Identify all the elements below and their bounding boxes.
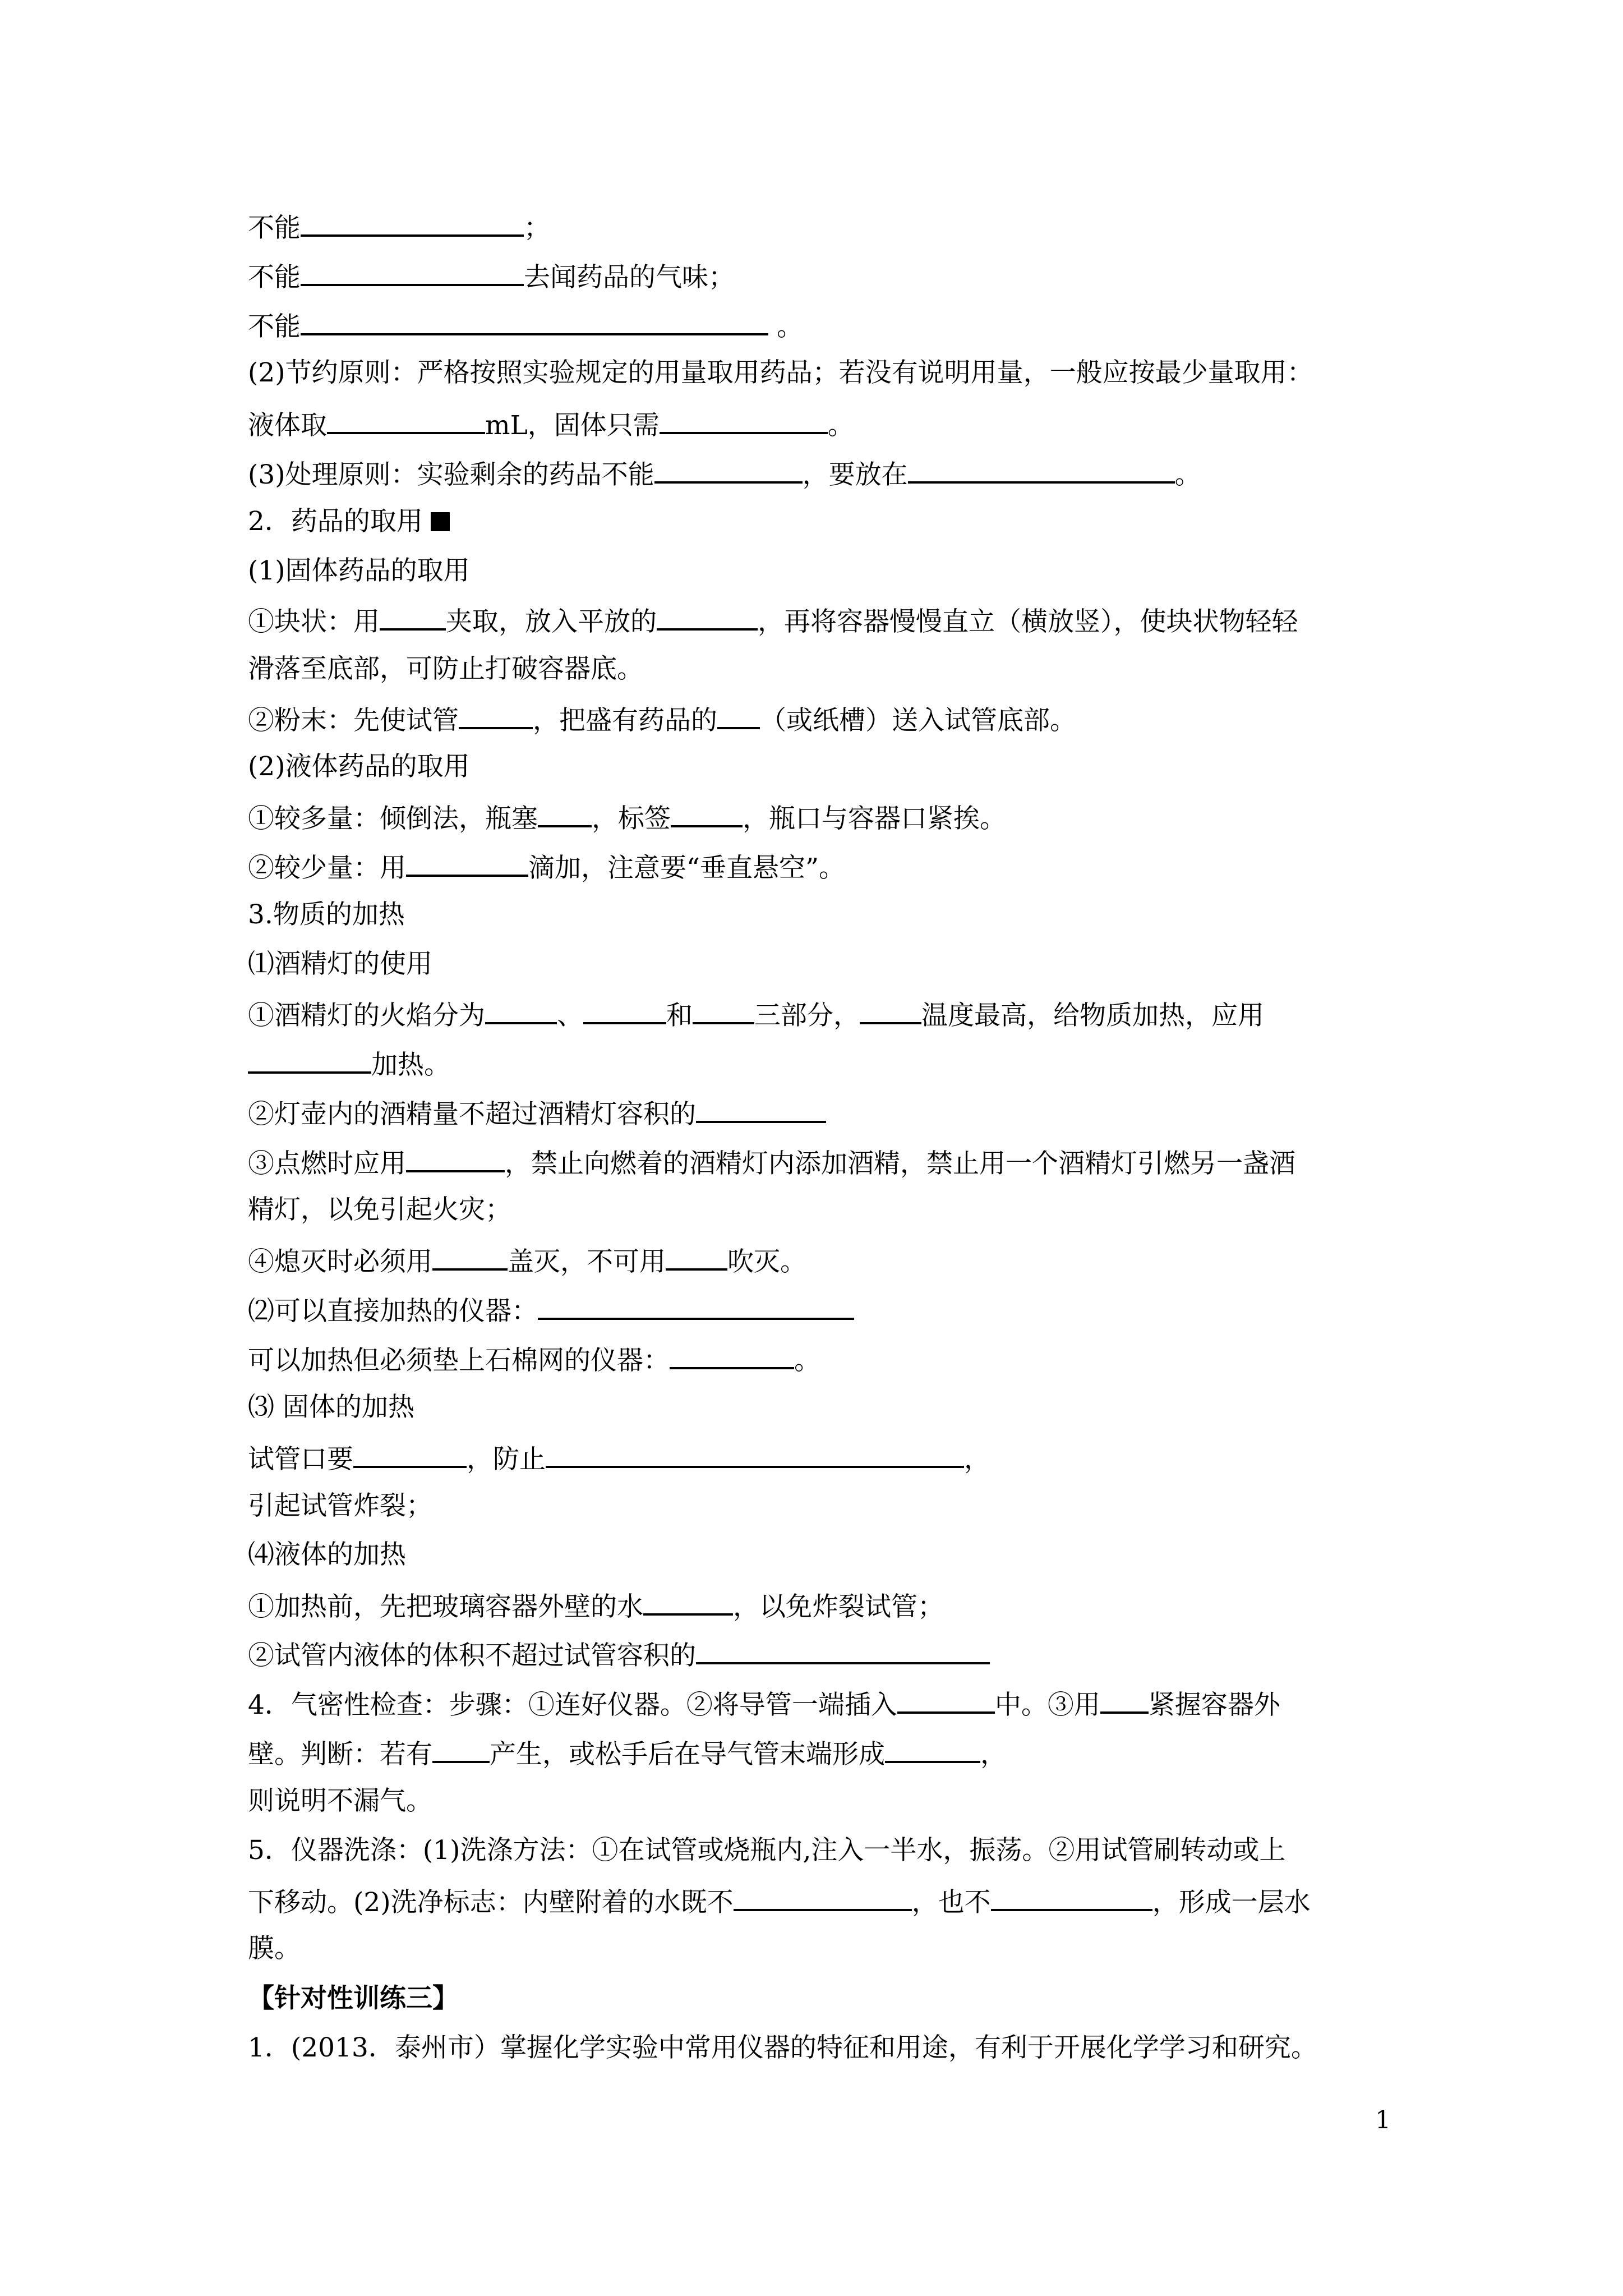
text-segment: 盖灭，不可用 [508, 1246, 666, 1277]
text-segment: 【针对性训练三】 [248, 1983, 459, 2014]
text-line [248, 1095, 826, 1131]
text-segment: ①块状：用 [248, 606, 380, 637]
text-segment: ①加热前，先把玻璃容器外壁的水 [248, 1591, 643, 1622]
fill-in-blank[interactable] [380, 602, 446, 631]
text-segment: 引起试管炸裂； [248, 1490, 432, 1521]
fill-in-blank[interactable] [546, 1440, 964, 1468]
text-segment: 去闻药品的气味； [524, 262, 735, 293]
text-segment: ， [964, 1444, 990, 1475]
text-segment: 。 [1174, 459, 1201, 490]
text-segment: ，再将容器慢慢直立（横放竖），使块状物轻轻 [758, 606, 1298, 637]
text-segment: 温度最高，给物质加热，应用 [921, 1000, 1264, 1031]
fill-in-blank[interactable] [327, 406, 485, 434]
fill-in-blank[interactable] [248, 1046, 371, 1074]
text-segment: （或纸槽）送入试管底部。 [760, 705, 1076, 736]
text-segment: 1．(2013．泰州市）掌握化学实验中常用仪器的特征和用途，有利于开展化学学习和研究。 [248, 2032, 1317, 2063]
fill-in-blank[interactable] [1100, 1686, 1149, 1714]
text-segment: 三部分， [754, 1000, 860, 1031]
fill-in-blank[interactable] [654, 455, 803, 484]
text-segment: 4．气密性检查：步骤：①连好仪器。②将导管一端插入 [248, 1690, 897, 1720]
text-line [248, 750, 470, 784]
text-segment: 精灯，以免引起火灾； [248, 1194, 511, 1225]
text-line [248, 1834, 1285, 1867]
text-segment: ②灯壶内的酒精量不超过酒精灯容积的 [248, 1099, 696, 1130]
text-segment: 不能 [248, 311, 301, 342]
text-segment: ②较少量：用 [248, 853, 406, 884]
text-segment: ，要放在 [802, 459, 908, 490]
text-line [248, 1686, 1280, 1722]
text-line [248, 1243, 806, 1279]
page-number: 1 [1375, 2106, 1391, 2134]
text-segment: (1)固体药品的取用 [248, 555, 470, 586]
text-segment: ⑷液体的加热 [248, 1539, 406, 1570]
text-line [248, 1883, 1311, 1920]
fill-in-blank[interactable] [696, 1095, 826, 1123]
text-segment: ， [980, 1739, 1007, 1770]
fill-in-blank[interactable] [538, 1292, 854, 1320]
fill-in-blank[interactable] [660, 406, 828, 434]
text-segment: 。 [768, 311, 803, 342]
text-line [248, 406, 854, 443]
text-segment: (3)处理原则：实验剩余的药品不能 [248, 459, 654, 490]
text-segment: ，形成一层水 [1152, 1887, 1311, 1918]
text-line [248, 799, 1006, 836]
fill-in-blank[interactable] [643, 1588, 733, 1616]
fill-in-blank[interactable] [991, 1883, 1152, 1911]
text-line [248, 1735, 1007, 1772]
text-segment: 下移动。(2)洗净标志：内壁附着的水既不 [248, 1887, 734, 1918]
text-segment: ，禁止向燃着的酒精灯内添加酒精，禁止用一个酒精灯引燃另一盏酒 [505, 1148, 1295, 1179]
text-segment: ⑶ 固体的加热 [248, 1392, 414, 1423]
text-segment: 滴加，注意要“垂直悬空”。 [528, 853, 846, 884]
text-segment: (2)液体药品的取用 [248, 751, 470, 782]
text-segment: 夹取，放入平放的 [446, 606, 657, 637]
text-segment: 和 [666, 1000, 693, 1031]
fill-in-blank[interactable] [860, 996, 921, 1024]
fill-in-blank[interactable] [353, 1440, 467, 1468]
fill-in-blank[interactable] [885, 1735, 980, 1763]
fill-in-blank[interactable] [717, 701, 760, 729]
text-line [248, 1440, 990, 1476]
fill-in-blank[interactable] [693, 996, 754, 1024]
text-segment: ，瓶口与容器口紧挨。 [743, 803, 1006, 834]
text-segment: ； [524, 213, 550, 243]
fill-in-blank[interactable] [538, 799, 592, 827]
fill-in-blank[interactable] [666, 1243, 727, 1271]
text-segment: 5．仪器洗涤：(1)洗涤方法：①在试管或烧瓶内,注入一半水，振荡。②用试管刷转动或上 [248, 1835, 1286, 1866]
text-segment: ④熄灭时必须用 [248, 1246, 432, 1277]
text-line [248, 356, 1313, 390]
fill-in-blank[interactable] [301, 307, 768, 335]
text-segment: 加热。 [371, 1050, 450, 1080]
text-segment: ，以免炸裂试管； [733, 1591, 944, 1622]
text-line [248, 258, 735, 295]
text-segment: 试管口要 [248, 1444, 353, 1475]
text-segment: ①酒精灯的火焰分为 [248, 1000, 485, 1031]
text-segment: ③点燃时应用 [248, 1148, 406, 1179]
text-line [248, 898, 405, 932]
text-line [248, 1982, 459, 2016]
text-segment: ，防止 [467, 1444, 546, 1475]
text-segment: 不能 [248, 262, 301, 293]
text-line [248, 307, 803, 344]
fill-in-blank[interactable] [406, 849, 528, 877]
text-segment: 3.物质的加热 [248, 899, 405, 930]
text-line [248, 505, 450, 539]
text-line [248, 1144, 1295, 1181]
text-line [248, 1341, 820, 1378]
text-line [248, 701, 1076, 738]
fill-in-blank[interactable] [657, 602, 758, 631]
text-line [248, 652, 643, 686]
text-line [248, 1292, 854, 1328]
text-line [248, 1932, 301, 1966]
text-segment: ⑴酒精灯的使用 [248, 949, 432, 979]
text-segment: ，标签 [592, 803, 671, 834]
text-line [248, 1046, 450, 1082]
text-segment: 紧握容器外 [1148, 1690, 1280, 1720]
text-segment: 液体取 [248, 410, 327, 441]
fill-in-blank[interactable] [432, 1735, 490, 1763]
fill-in-blank[interactable] [406, 1144, 505, 1172]
text-line [248, 1193, 511, 1227]
text-segment: 可以加热但必须垫上石棉网的仪器： [248, 1345, 670, 1376]
text-segment: 吹灭。 [727, 1246, 806, 1277]
text-segment: 不能 [248, 213, 301, 243]
fill-in-blank[interactable] [734, 1883, 912, 1911]
text-segment: 。 [794, 1345, 820, 1376]
text-line [248, 1391, 414, 1424]
text-line [248, 947, 432, 981]
fill-in-blank[interactable] [670, 1341, 794, 1369]
text-segment: ①较多量：倾倒法，瓶塞 [248, 803, 538, 834]
text-line [248, 2031, 1317, 2065]
text-line [248, 1636, 990, 1673]
text-line [248, 209, 550, 245]
text-segment: 2．药品的取用 [248, 506, 423, 537]
text-segment: 中。③用 [994, 1690, 1100, 1720]
text-segment: ，把盛有药品的 [533, 705, 717, 736]
text-segment: 则说明不漏气。 [248, 1786, 432, 1816]
fill-in-blank[interactable] [696, 1636, 990, 1664]
fill-in-blank[interactable] [897, 1686, 995, 1714]
fill-in-blank[interactable] [908, 455, 1175, 484]
text-line [248, 455, 1201, 492]
text-segment: 壁。判断：若有 [248, 1739, 432, 1770]
text-line [248, 1588, 944, 1624]
text-line [248, 554, 470, 588]
text-segment: 膜。 [248, 1933, 301, 1964]
fill-in-blank[interactable] [583, 996, 666, 1024]
text-segment: 产生，或松手后在导气管末端形成 [490, 1739, 885, 1770]
text-segment: ⑵可以直接加热的仪器： [248, 1296, 538, 1327]
text-segment: 、 [557, 1000, 583, 1031]
text-line [248, 1489, 432, 1523]
text-segment: ②粉末：先使试管 [248, 705, 459, 736]
fill-in-blank[interactable] [485, 996, 557, 1024]
fill-in-blank[interactable] [301, 209, 524, 237]
text-segment: 滑落至底部，可防止打破容器底。 [248, 654, 643, 684]
text-segment: ②试管内液体的体积不超过试管容积的 [248, 1640, 696, 1671]
text-line [248, 602, 1298, 639]
text-line [248, 1784, 432, 1818]
text-segment: 。 [827, 410, 854, 441]
fill-in-blank[interactable] [671, 799, 743, 827]
fill-in-blank[interactable] [301, 258, 524, 286]
text-segment: ，也不 [911, 1887, 991, 1918]
black-square-icon [431, 512, 450, 531]
text-line [248, 849, 845, 885]
fill-in-blank[interactable] [432, 1243, 508, 1271]
text-segment: (2)节约原则：严格按照实验规定的用量取用药品；若没有说明用量，一般应按最少量取用： [248, 357, 1313, 388]
text-segment: mL，固体只需 [485, 410, 660, 441]
text-line [248, 1538, 406, 1572]
fill-in-blank[interactable] [459, 701, 533, 729]
text-line [248, 996, 1264, 1033]
